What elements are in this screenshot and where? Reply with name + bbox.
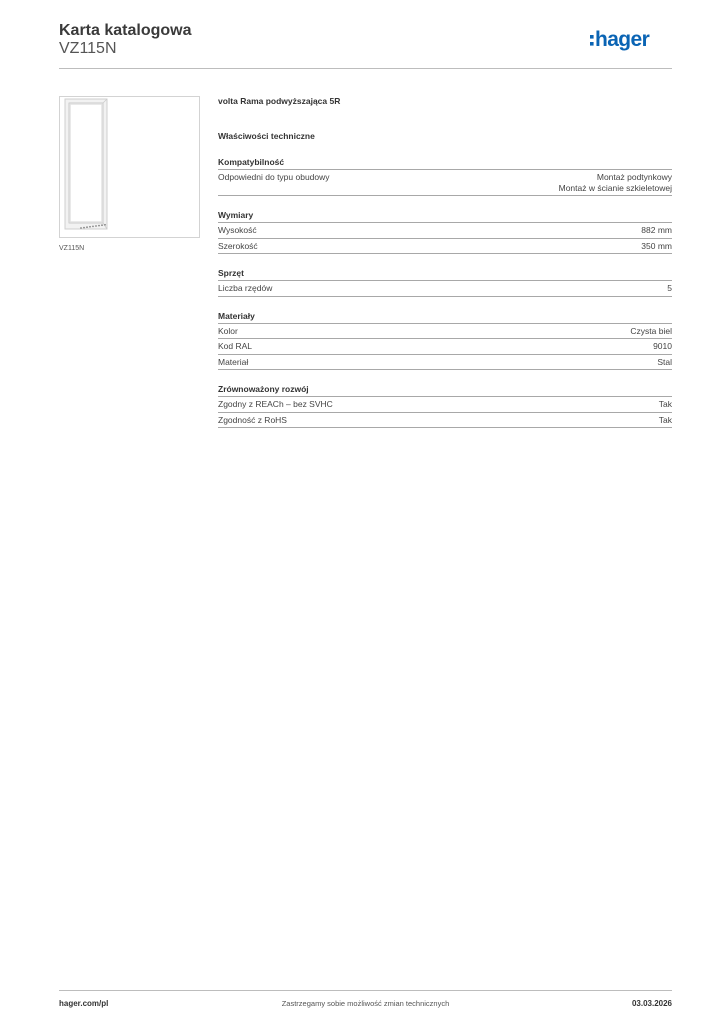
spec-label: Szerokość [218,240,258,251]
spec-group-sustainability [218,384,672,428]
footer-url[interactable]: hager.com/pl [59,999,109,1008]
spec-row [218,239,672,255]
spec-group-title: Materiały [218,311,672,324]
spec-value: Tak [658,414,672,425]
product-image [59,96,200,238]
image-caption: VZ115N [59,245,85,252]
spec-value: Tak [658,399,672,409]
spec-label: Wysokość [218,225,257,235]
spec-label: Zgodny z REACh – bez SVHC [218,399,333,409]
spec-row [218,413,672,429]
spec-group-dimensions [218,210,672,254]
product-code: VZ115N [59,40,117,57]
spec-value: 5 [667,283,672,293]
spec-label: Liczba rzędów [218,283,273,293]
spec-group-compatibility [218,157,672,196]
spec-label: Zgodność z RoHS [218,414,287,425]
spec-group-title: Wymiary [218,210,672,223]
document-title: Karta katalogowa [59,22,192,39]
spec-value: Czysta biel [630,325,672,336]
spec-label: Kod RAL [218,341,253,351]
spec-row [218,339,672,355]
spec-value [559,172,672,193]
spec-row [218,223,672,239]
spec-group-hardware [218,268,672,297]
spec-row [218,324,672,340]
spec-row [218,397,672,413]
spec-label: Kolor [218,325,238,336]
footer-disclaimer: Zastrzegamy sobie możliwość zmian technicznych [281,999,450,1008]
spec-row [218,355,672,371]
technical-properties-heading: Właściwości techniczne [218,131,315,141]
spec-label: Odpowiedni do typu obudowy [218,172,330,182]
spec-group-materials [218,311,672,371]
spec-group-title: Kompatybilność [218,157,672,170]
product-name: volta Rama podwyższająca 5R [218,96,341,106]
page-footer [59,990,672,1011]
spec-group-title: Sprzęt [218,268,672,281]
spec-value-line: Montaż w ścianie szkieletowej [558,182,672,193]
spec-row [218,281,672,297]
spec-value: 9010 [653,341,672,351]
spec-row [218,170,672,196]
page-header [59,22,672,70]
hager-logo [590,26,672,54]
spec-label: Materiał [218,356,249,367]
spec-content [218,96,672,428]
spec-group-title: Zrównoważony rozwój [218,384,672,397]
footer-date: 03.03.2026 [631,999,672,1008]
spec-value: 882 mm [641,225,672,235]
frame-product-image [60,97,199,237]
spec-value-line: Montaż podtynkowy [596,172,672,182]
spec-value: Stal [657,356,672,367]
svg-text:hager: hager [595,28,650,51]
header-divider [59,68,672,69]
spec-value: 350 mm [641,240,672,251]
